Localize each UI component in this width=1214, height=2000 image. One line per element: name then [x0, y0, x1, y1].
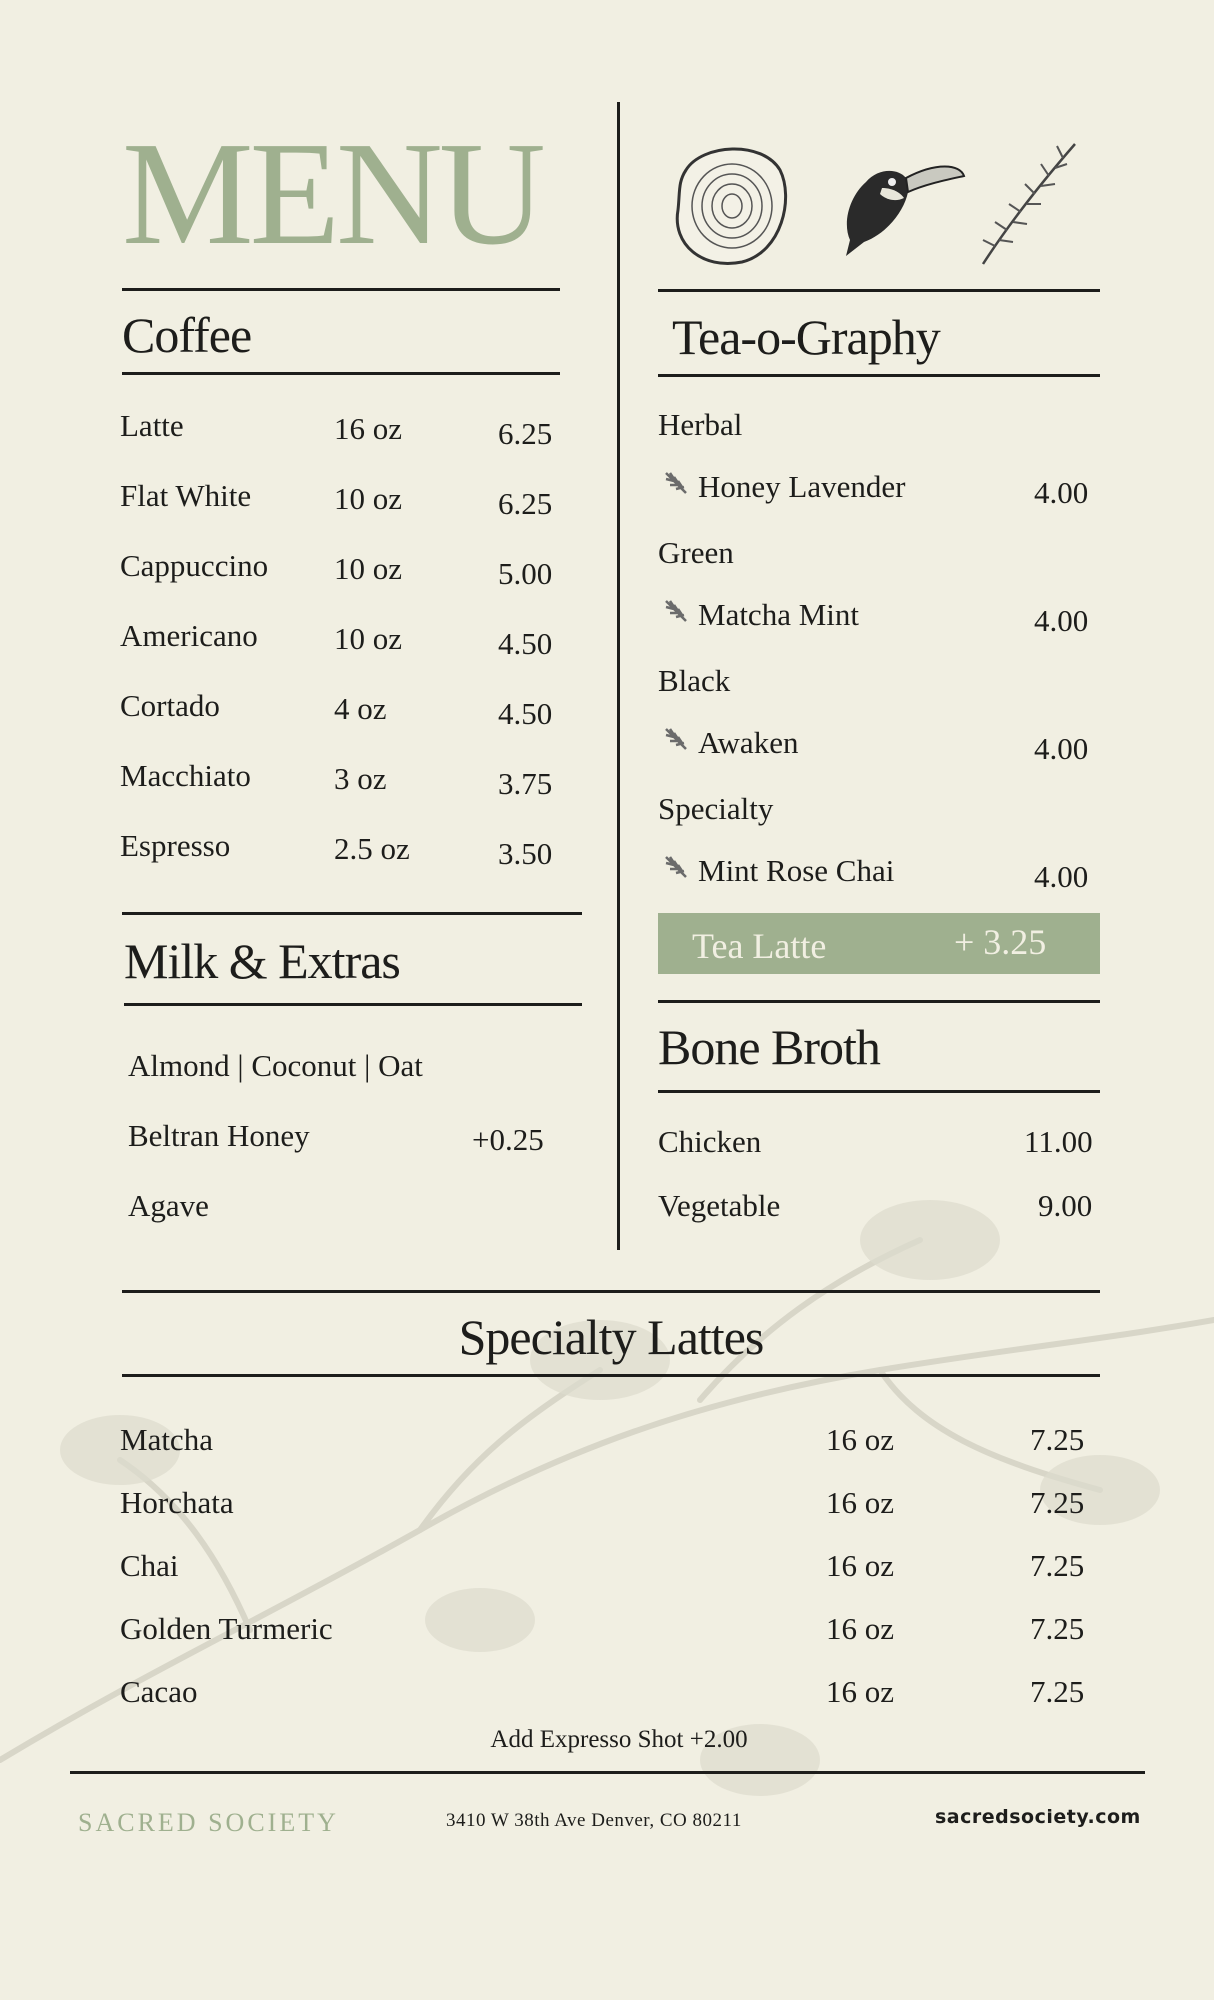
- menu-item: [120, 480, 560, 520]
- item-name: Matcha Mint: [698, 597, 859, 632]
- leaf-bullet-icon: [662, 853, 690, 885]
- item-name: Cappuccino: [120, 548, 269, 583]
- item-size: 10 oz: [334, 621, 403, 656]
- tea-latte-label: Tea Latte: [692, 926, 827, 966]
- item-size: 16 oz: [826, 1548, 895, 1583]
- item-name: Chicken: [658, 1124, 762, 1159]
- menu-item: [128, 1050, 568, 1090]
- footer-address: 3410 W 38th Ave Denver, CO 80211: [446, 1810, 742, 1831]
- menu-item: [120, 1550, 1100, 1590]
- menu-item: [128, 1120, 568, 1160]
- item-price: +0.25: [472, 1122, 544, 1157]
- item-name: Honey Lavender: [698, 469, 906, 504]
- tea-latte-price: + 3.25: [954, 922, 1047, 962]
- item-size: 16 oz: [334, 411, 403, 446]
- item-price: 4.50: [498, 696, 553, 731]
- item-name: Cacao: [120, 1674, 198, 1709]
- rosemary-illustration: [975, 140, 1081, 268]
- menu-item: [120, 550, 560, 590]
- item-price: 4.00: [1034, 475, 1089, 510]
- footer-rule: [70, 1771, 1145, 1774]
- leaf-bullet-icon: [662, 597, 690, 629]
- item-name: Matcha: [120, 1422, 213, 1457]
- menu-item: [120, 1487, 1100, 1527]
- milk-rule-bottom: [124, 1003, 582, 1006]
- item-size: 10 oz: [334, 481, 403, 516]
- item-size: 4 oz: [334, 691, 387, 726]
- broth-rule-bottom: [658, 1090, 1100, 1093]
- menu-item: [660, 599, 1096, 639]
- item-name: Beltran Honey: [128, 1118, 310, 1153]
- menu-item: [120, 690, 560, 730]
- menu-title: MENU: [122, 112, 542, 276]
- item-name: Chai: [120, 1548, 179, 1583]
- menu-item: [660, 855, 1096, 895]
- item-size: 16 oz: [826, 1422, 895, 1457]
- tea-category: Specialty: [658, 791, 774, 826]
- milk-rule-top: [122, 912, 582, 915]
- menu-item: [120, 1613, 1100, 1653]
- column-divider: [617, 102, 620, 1250]
- coffee-rule-bottom: [122, 372, 560, 375]
- item-name: Agave: [128, 1188, 209, 1223]
- item-price: 3.50: [498, 836, 553, 871]
- menu-item: [658, 1190, 1100, 1230]
- item-price: 4.00: [1034, 603, 1089, 638]
- add-shot-note: Add Expresso Shot +2.00: [490, 1726, 748, 1753]
- item-price: 6.25: [498, 486, 553, 521]
- item-price: 11.00: [1024, 1124, 1093, 1159]
- item-name: Vegetable: [658, 1188, 781, 1223]
- item-name: Almond | Coconut | Oat: [128, 1048, 423, 1083]
- item-price: 7.25: [1030, 1548, 1085, 1583]
- toucan-illustration: [826, 152, 966, 260]
- menu-item: [660, 471, 1096, 511]
- item-size: 16 oz: [826, 1674, 895, 1709]
- footer-brand: SACRED SOCIETY: [78, 1808, 339, 1837]
- item-size: 2.5 oz: [334, 831, 410, 866]
- item-price: 3.75: [498, 766, 553, 801]
- menu-item: [120, 1424, 1100, 1464]
- item-price: 4.00: [1034, 859, 1089, 894]
- milk-extras-heading: Milk & Extras: [124, 933, 400, 989]
- item-name: Latte: [120, 408, 184, 443]
- tea-rule-bottom: [658, 374, 1100, 377]
- leaf-bullet-icon: [662, 725, 690, 757]
- item-size: 10 oz: [334, 551, 403, 586]
- tea-latte-banner: [658, 913, 1100, 974]
- coffee-rule-top: [122, 288, 560, 291]
- tea-category: Green: [658, 535, 734, 570]
- item-price: 7.25: [1030, 1674, 1085, 1709]
- item-price: 4.50: [498, 626, 553, 661]
- tea-rule-top: [658, 289, 1100, 292]
- broth-rule-top: [658, 1000, 1100, 1003]
- item-price: 5.00: [498, 556, 553, 591]
- item-price: 4.00: [1034, 731, 1089, 766]
- menu-item: [120, 760, 560, 800]
- item-name: Awaken: [698, 725, 799, 760]
- item-size: 3 oz: [334, 761, 387, 796]
- item-price: 7.25: [1030, 1422, 1085, 1457]
- item-price: 9.00: [1038, 1188, 1093, 1223]
- menu-item: [660, 727, 1096, 767]
- item-name: Flat White: [120, 478, 252, 513]
- menu-item: [128, 1190, 568, 1230]
- item-price: 6.25: [498, 416, 553, 451]
- menu-item: [658, 1126, 1100, 1166]
- specialty-rule-bottom: [122, 1374, 1100, 1377]
- item-name: Macchiato: [120, 758, 251, 793]
- menu-item: [120, 620, 560, 660]
- specialty-rule-top: [122, 1290, 1100, 1293]
- tea-heading: Tea-o-Graphy: [672, 309, 940, 365]
- item-price: 7.25: [1030, 1485, 1085, 1520]
- leaf-bullet-icon: [662, 469, 690, 501]
- specialty-lattes-heading: Specialty Lattes: [458, 1309, 764, 1365]
- item-size: 16 oz: [826, 1485, 895, 1520]
- item-size: 16 oz: [826, 1611, 895, 1646]
- footer-website-link[interactable]: sacredsociety.com: [935, 1806, 1141, 1828]
- menu-item: [120, 830, 560, 870]
- item-name: Americano: [120, 618, 258, 653]
- item-name: Golden Turmeric: [120, 1611, 333, 1646]
- tea-category: Black: [658, 663, 731, 698]
- item-name: Horchata: [120, 1485, 234, 1520]
- bone-broth-heading: Bone Broth: [658, 1019, 880, 1075]
- tea-category: Herbal: [658, 407, 743, 442]
- item-price: 7.25: [1030, 1611, 1085, 1646]
- menu-item: [120, 410, 560, 450]
- coffee-heading: Coffee: [122, 307, 252, 363]
- tree-slice-illustration: [672, 140, 790, 268]
- menu-item: [120, 1676, 1100, 1716]
- item-name: Mint Rose Chai: [698, 853, 895, 888]
- item-name: Espresso: [120, 828, 231, 863]
- item-name: Cortado: [120, 688, 220, 723]
